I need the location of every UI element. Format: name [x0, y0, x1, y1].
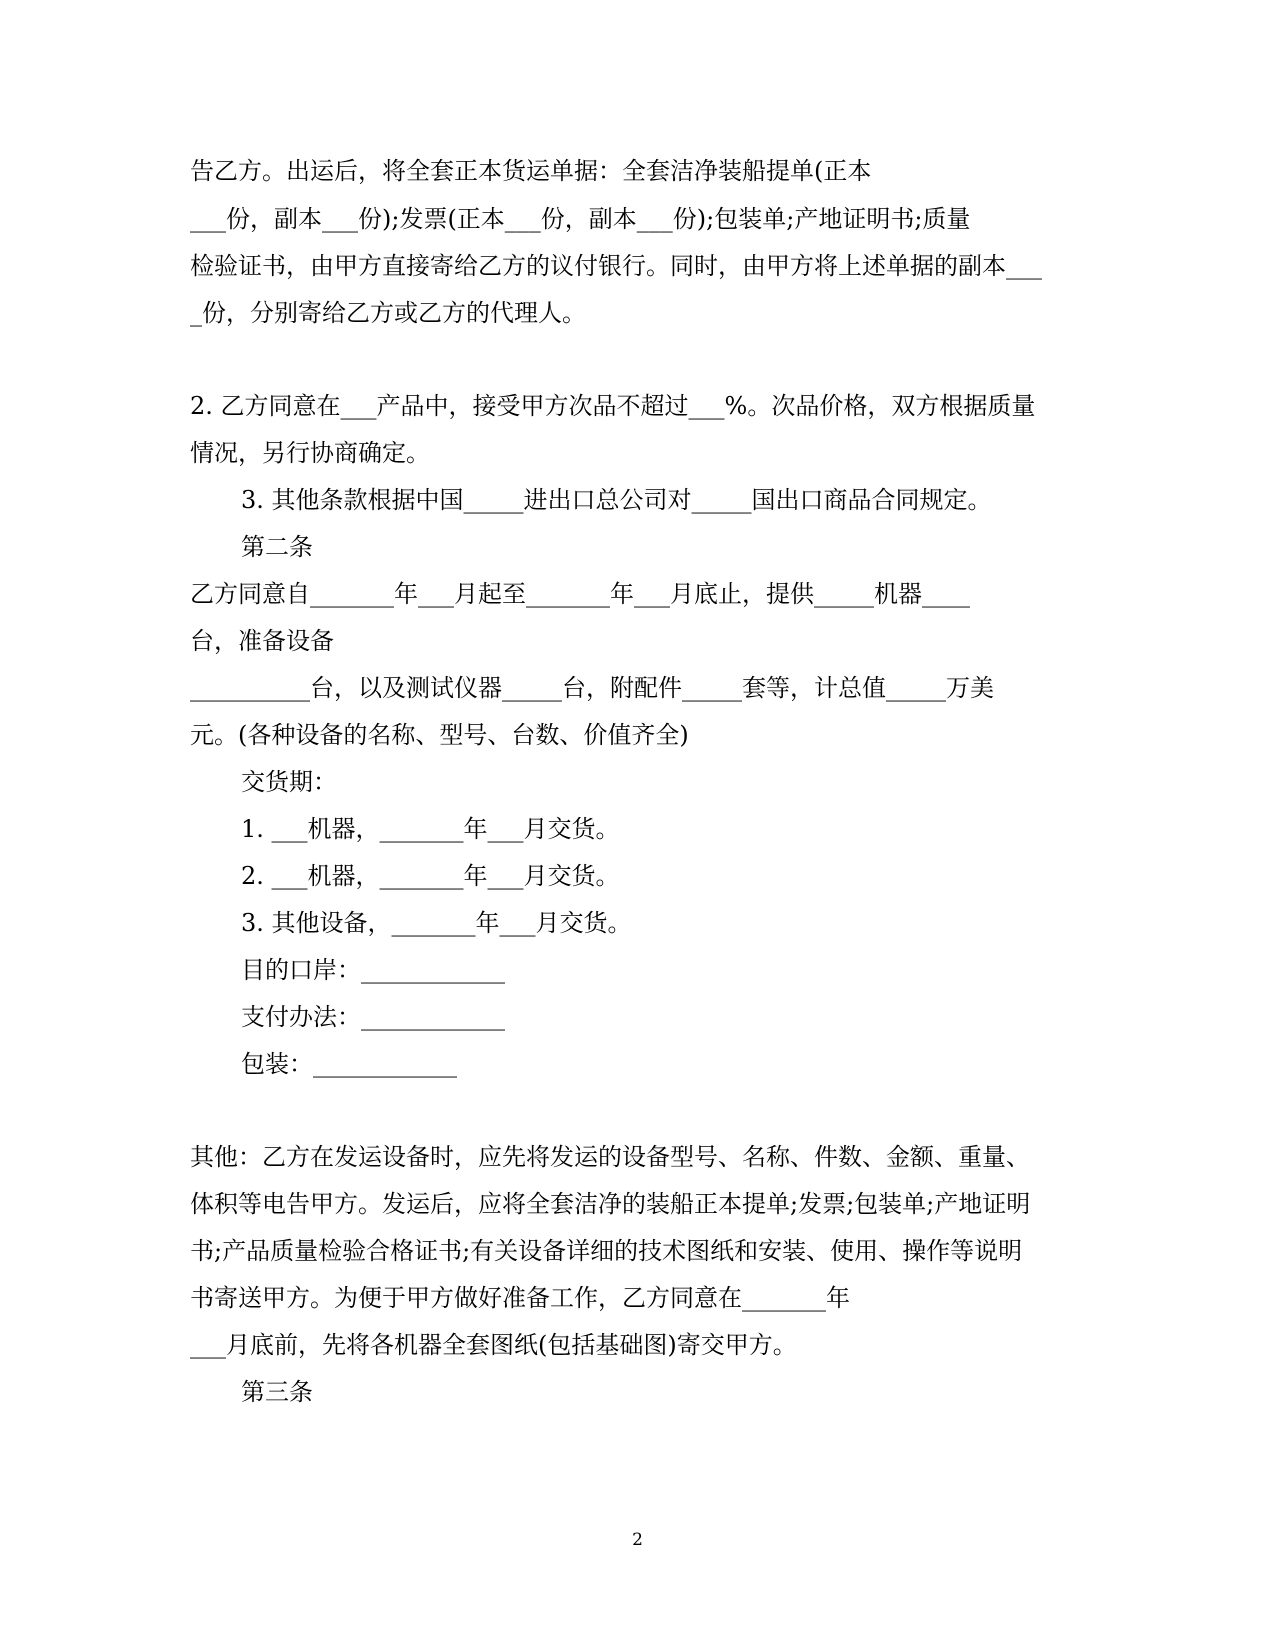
text-line: 体积等电告甲方。发运后，应将全套洁净的装船正本提单;发票;包装单;产地证明 — [190, 1190, 1031, 1218]
text-line: 书;产品质量检验合格证书;有关设备详细的技术图纸和安装、使用、操作等说明 — [190, 1237, 1023, 1265]
text-line: 台，准备设备 — [190, 627, 334, 655]
text-line: 检验证书，由甲方直接寄给乙方的议付银行。同时，由甲方将上述单据的副本___ — [190, 252, 1042, 280]
text-line: 情况，另行协商确定。 — [190, 439, 430, 467]
text-line: 包装：____________ — [241, 1050, 457, 1078]
text-line: 其他：乙方在发运设备时，应先将发运的设备型号、名称、件数、金额、重量、 — [190, 1143, 1030, 1171]
text-line: 2. 乙方同意在___产品中，接受甲方次品不超过___%。次品价格，双方根据质量 — [190, 392, 1036, 420]
text-line: 支付办法：____________ — [241, 1003, 505, 1031]
text-line: __________台，以及测试仪器_____台，附配件_____套等，计总值_____万美 — [190, 674, 994, 702]
text-line: 交货期： — [241, 768, 337, 796]
text-line: 元。(各种设备的名称、型号、台数、价值齐全) — [190, 721, 689, 749]
text-line: 告乙方。出运后，将全套正本货运单据：全套洁净装船提单(正本 — [190, 157, 872, 185]
text-line: 乙方同意自_______年___月起至_______年___月底止，提供_____机器____ — [190, 580, 970, 608]
text-line: 3. 其他条款根据中国_____进出口总公司对_____国出口商品合同规定。 — [241, 486, 992, 514]
text-line: 书寄送甲方。为便于甲方做好准备工作，乙方同意在_______年 — [190, 1284, 850, 1312]
text-line: ___月底前，先将各机器全套图纸(包括基础图)寄交甲方。 — [190, 1331, 797, 1359]
text-line: 1. ___机器，_______年___月交货。 — [241, 815, 620, 843]
text-line: 3. 其他设备，_______年___月交货。 — [241, 909, 632, 937]
section-heading: 第二条 — [241, 533, 313, 561]
page-number: 2 — [632, 1530, 643, 1550]
section-heading: 第三条 — [241, 1378, 313, 1406]
text-line: _份，分别寄给乙方或乙方的代理人。 — [190, 299, 586, 327]
text-line: 2. ___机器，_______年___月交货。 — [241, 862, 620, 890]
text-line: ___份，副本___份);发票(正本___份，副本___份);包装单;产地证明书;质量 — [190, 205, 971, 233]
text-line: 目的口岸：____________ — [241, 956, 505, 984]
